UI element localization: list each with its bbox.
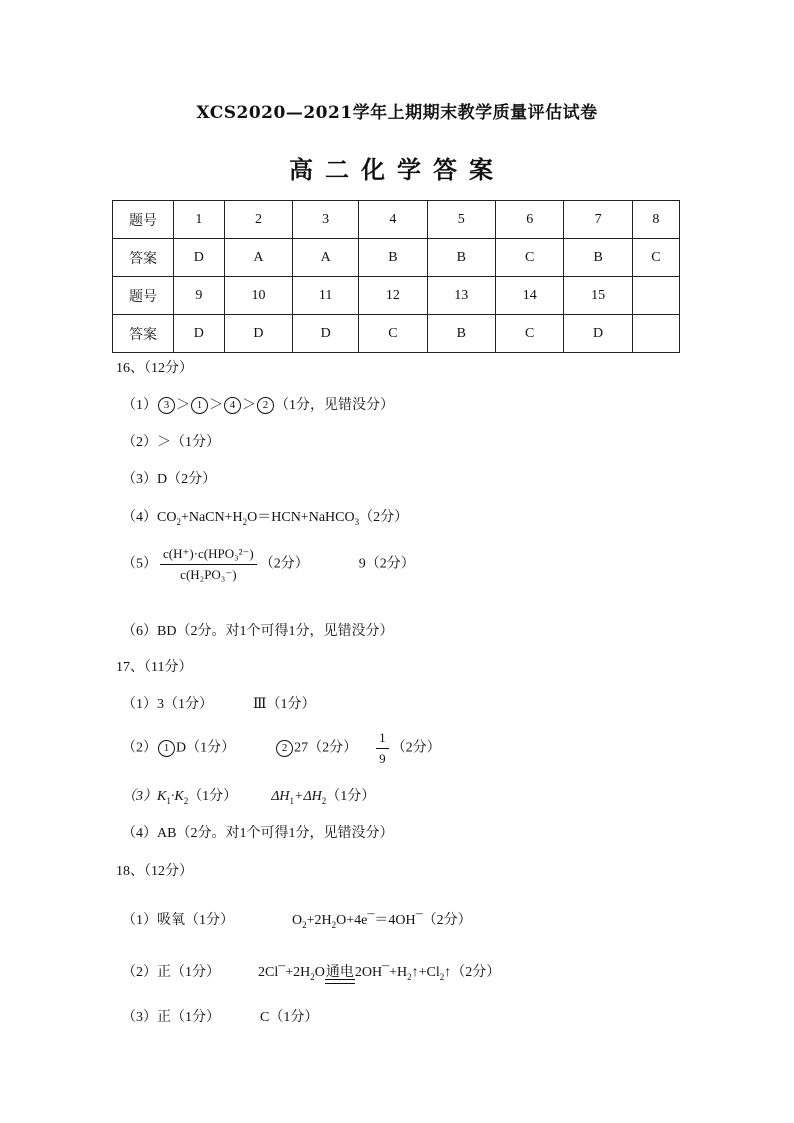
circled-number: 4 <box>224 397 241 414</box>
q16-l5-score: （2分） <box>259 556 309 572</box>
q17-line-3 <box>122 785 375 806</box>
table-row-header: 题号 <box>113 201 174 239</box>
gt-sign: ＞ <box>176 398 190 413</box>
table-row-header: 答案 <box>113 239 174 277</box>
q18-l3-answer-a: （3）正（1分） <box>122 1010 220 1025</box>
q16-line-2: （2）＞（1分） <box>122 435 220 450</box>
table-cell <box>632 277 679 315</box>
table-cell: C <box>496 239 564 277</box>
table-cell: 8 <box>632 201 679 239</box>
table-cell: D <box>174 239 225 277</box>
q18-heading: 18、（12分） <box>116 864 193 879</box>
table-cell: B <box>427 239 495 277</box>
formula-part: （4）CO <box>122 510 177 525</box>
table-cell: 5 <box>427 201 495 239</box>
table-cell: 1 <box>174 201 225 239</box>
table-cell: 12 <box>359 277 427 315</box>
q18-line-2 <box>122 961 500 982</box>
q17-l2-score: （2分） <box>391 740 441 756</box>
fraction-numerator: 1 <box>376 730 389 749</box>
fraction-one-ninth <box>376 730 389 767</box>
subscript: 2 <box>439 971 445 982</box>
equilibrium-constant-fraction <box>160 546 257 583</box>
q17-l1-answer-a: （1）3（1分） <box>122 697 213 712</box>
circled-number: 2 <box>257 397 274 414</box>
table-cell: 14 <box>496 277 564 315</box>
answer-table <box>112 200 680 353</box>
circled-number: 3 <box>158 397 175 414</box>
fraction-denominator: c(H₂PO₃⁻) <box>180 567 237 582</box>
q18-line-1 <box>122 909 472 930</box>
table-row <box>113 277 680 315</box>
formula-part: O＝HCN+NaHCO <box>247 510 355 525</box>
q16-l1-prefix: （1） <box>122 398 157 413</box>
formula-part: ΔH <box>271 789 290 804</box>
table-row <box>113 315 680 353</box>
table-cell: D <box>174 315 225 353</box>
table-cell: 9 <box>174 277 225 315</box>
subscript: 2 <box>242 516 248 527</box>
page-subtitle: 高二化学答案 <box>289 155 505 184</box>
table-cell: C <box>359 315 427 353</box>
formula-part: ↑+Cl <box>411 965 440 980</box>
q16-line-4 <box>122 506 408 527</box>
table-row-header: 答案 <box>113 315 174 353</box>
q16-line-3: （3）D（2分） <box>122 472 217 487</box>
table-cell: 13 <box>427 277 495 315</box>
table-cell: D <box>293 315 359 353</box>
table-row <box>113 201 680 239</box>
subscript: 2 <box>321 795 327 806</box>
table-cell: D <box>564 315 632 353</box>
formula-part: +NaCN+H <box>180 510 243 525</box>
q16-line-5 <box>122 546 415 583</box>
table-cell: 2 <box>224 201 292 239</box>
q17-l2-answer-b: 27（2分） <box>294 740 358 756</box>
q18-l3-answer-b: C（1分） <box>260 1010 319 1025</box>
table-cell: D <box>224 315 292 353</box>
table-cell: 6 <box>496 201 564 239</box>
formula-part: O <box>314 965 325 980</box>
q17-l3-score-b: （1分） <box>326 789 376 804</box>
table-cell: 3 <box>293 201 359 239</box>
table-cell: C <box>496 315 564 353</box>
electrolysis-condition: 通电 <box>325 961 355 981</box>
q18-l2-answer-a: （2）正（1分） <box>122 965 220 980</box>
q17-heading: 17、（11分） <box>116 660 193 675</box>
table-row <box>113 239 680 277</box>
formula-part: O+4e¯＝4OH¯（2分） <box>336 913 472 928</box>
formula-part: +2H <box>306 913 332 928</box>
formula-part: 2OH¯+H <box>354 965 408 980</box>
q17-l1-answer-b: Ⅲ（1分） <box>253 697 316 712</box>
gt-sign: ＞ <box>242 398 256 413</box>
q16-l5-answer: 9（2分） <box>358 556 415 572</box>
table-cell: B <box>564 239 632 277</box>
circled-number: 1 <box>158 740 175 757</box>
q16-l1-score: （1分，见错没分） <box>275 398 394 413</box>
q18-l1-answer-a: （1）吸氧（1分） <box>122 913 234 928</box>
formula-part: （3）K <box>122 789 167 804</box>
formula-part: ·K <box>170 789 184 804</box>
fraction-denominator: 9 <box>379 751 386 766</box>
table-cell: 4 <box>359 201 427 239</box>
table-cell: 11 <box>293 277 359 315</box>
page-title: XCS2020—2021学年上期期末教学质量评估试卷 <box>196 103 598 123</box>
q16-l5-prefix: （5） <box>122 556 157 572</box>
q17-line-1 <box>122 693 316 713</box>
circled-number: 2 <box>276 740 293 757</box>
formula-part: O <box>292 913 303 928</box>
table-cell: A <box>224 239 292 277</box>
table-cell: B <box>359 239 427 277</box>
q17-line-2 <box>122 730 441 767</box>
table-cell: 15 <box>564 277 632 315</box>
gt-sign: ＞ <box>209 398 223 413</box>
formula-part: ↑（2分） <box>444 965 501 980</box>
subscript: 2 <box>183 795 189 806</box>
circled-number: 1 <box>191 397 208 414</box>
subscript: 2 <box>176 516 181 527</box>
formula-part: 2Cl¯+2H <box>258 965 311 980</box>
subscript: 2 <box>331 919 337 930</box>
table-cell: 10 <box>224 277 292 315</box>
subscript: 2 <box>302 919 307 930</box>
table-cell: B <box>427 315 495 353</box>
subscript: 2 <box>407 971 412 982</box>
table-row-header: 题号 <box>113 277 174 315</box>
table-cell <box>632 315 679 353</box>
q17-line-4: （4）AB（2分。对1个可得1分，见错没分） <box>122 826 394 841</box>
fraction-numerator: c(H⁺)·c(HPO₃²⁻) <box>160 546 257 565</box>
q17-l2-answer-a: D（1分） <box>176 740 236 756</box>
q16-heading: 16、（12分） <box>116 361 193 376</box>
q16-line-6: （6）BD（2分。对1个可得1分，见错没分） <box>122 624 394 639</box>
table-cell: C <box>632 239 679 277</box>
table-cell: A <box>293 239 359 277</box>
subscript: 3 <box>354 516 360 527</box>
table-cell: 7 <box>564 201 632 239</box>
q17-l2-prefix: （2） <box>122 740 157 756</box>
q17-l3-score-a: （1分） <box>188 789 238 804</box>
subscript: 2 <box>310 971 315 982</box>
subscript: 1 <box>166 795 171 806</box>
subscript: 1 <box>289 795 295 806</box>
formula-part: +ΔH <box>294 789 322 804</box>
q16-line-1 <box>122 394 394 414</box>
q18-line-3 <box>122 1006 318 1026</box>
q16-l4-score: （2分） <box>359 510 409 525</box>
